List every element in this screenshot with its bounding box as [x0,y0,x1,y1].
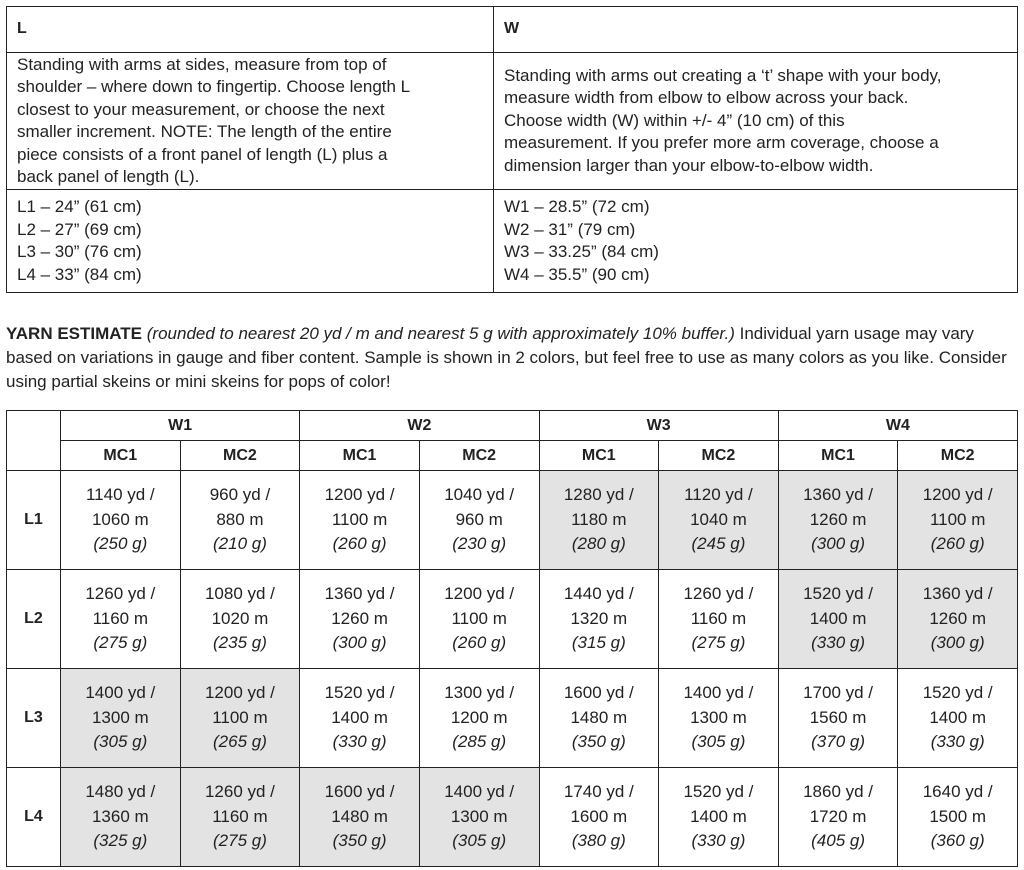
length-description [7,53,494,190]
yarn-amount-cell [778,669,898,768]
yarn-table-body [7,471,1018,867]
length-header: L [7,7,494,53]
length-row-label: L3 [7,669,61,768]
meters-value: 1400 m [690,806,747,826]
width-header-row [7,411,1018,441]
grams-value: (300 g) [930,633,985,653]
yards-value: 1400 yd / [85,683,156,703]
grams-value: (260 g) [930,534,985,554]
color-header: MC2 [898,441,1018,471]
yards-value: 1480 yd / [85,782,156,802]
yards-value: 1080 yd / [204,584,275,604]
meters-value: 1260 m [809,509,867,529]
yarn-estimate-heading: YARN ESTIMATE [6,324,143,343]
yards-value: 1640 yd / [922,782,993,802]
meters-value: 1060 m [91,509,149,529]
meters-value: 1300 m [450,806,508,826]
length-size-list [7,190,494,293]
grams-value: (330 g) [691,831,746,851]
yarn-amount-cell [61,768,181,867]
meters-value: 1720 m [809,806,867,826]
grams-value: (265 g) [213,732,267,752]
grams-value: (305 g) [93,732,148,752]
size-table [6,6,1018,293]
grams-value: (330 g) [930,732,985,752]
grams-value: (285 g) [452,732,507,752]
yards-value: 1520 yd / [803,584,874,604]
table-row [7,570,1018,669]
width-description [494,53,1018,190]
color-header: MC1 [778,441,898,471]
yards-value: 1360 yd / [324,584,395,604]
grams-value: (300 g) [332,633,387,653]
table-row [7,471,1018,570]
grams-value: (360 g) [930,831,985,851]
yarn-amount-cell [180,669,300,768]
length-row-label: L1 [7,471,61,570]
width-size-list [494,190,1018,293]
yarn-amount-cell [659,570,779,669]
width-size-item: W4 – 35.5” (90 cm) [504,264,650,284]
grams-value: (260 g) [332,534,387,554]
table-row [7,669,1018,768]
grams-value: (380 g) [571,831,626,851]
width-size-item: W3 – 33.25” (84 cm) [504,242,659,261]
yarn-amount-cell [300,768,420,867]
yards-value: 1600 yd / [563,683,634,703]
grams-value: (280 g) [571,534,626,554]
meters-value: 1400 m [929,707,987,727]
grams-value: (370 g) [811,732,865,752]
width-size-item: W2 – 31” (79 cm) [504,219,636,239]
meters-value: 1480 m [570,707,628,727]
yarn-amount-cell [180,471,300,570]
corner-cell [7,441,61,471]
yarn-estimate-body: Individual yarn usage may vary based on variations in gauge and fiber content. Sample is shown in 2 colors, but feel free to use as many colors as you like. Consider using partial skeins or mini skeins for pops of color! [6,324,1007,391]
yards-value: 1120 yd / [684,485,753,505]
width-description-line: dimension larger than your elbow-to-elbow width. [504,155,874,175]
yards-value: 1740 yd / [563,782,634,802]
color-header: MC1 [539,441,659,471]
length-description-line: smaller increment. NOTE: The length of the entire [17,122,392,141]
meters-value: 1560 m [809,707,867,727]
grams-value: (305 g) [452,831,507,851]
yarn-amount-cell [539,570,659,669]
yards-value: 1280 yd / [563,485,634,505]
grams-value: (210 g) [213,534,267,554]
yarn-amount-cell [419,570,539,669]
grams-value: (300 g) [811,534,865,554]
yarn-amount-cell [898,471,1018,570]
yards-value: 1200 yd / [324,485,395,505]
size-table-header-row [7,7,1018,53]
yarn-amount-cell [61,669,181,768]
width-header: W [494,7,1018,53]
yarn-amount-cell [898,570,1018,669]
grams-value: (325 g) [93,831,148,851]
grams-value: (315 g) [571,633,626,653]
grams-value: (330 g) [811,633,865,653]
meters-value: 1400 m [809,608,867,628]
yards-value: 1260 yd / [683,584,754,604]
yarn-amount-cell [778,768,898,867]
meters-value: 880 m [216,509,264,529]
meters-value: 1100 m [929,509,986,529]
yards-value: 1440 yd / [563,584,634,604]
yards-value: 1140 yd / [85,485,155,505]
yarn-amount-cell [300,669,420,768]
yarn-amount-cell [180,768,300,867]
meters-value: 1260 m [929,608,987,628]
yarn-amount-cell [659,669,779,768]
meters-value: 960 m [455,509,503,529]
yards-value: 1860 yd / [803,782,874,802]
meters-value: 1100 m [451,608,507,628]
meters-value: 1200 m [450,707,508,727]
length-description-line: closest to your measurement, or choose the next [17,99,385,119]
yarn-amount-cell [300,570,420,669]
length-description-line: piece consists of a front panel of length (L) plus a [17,144,388,164]
meters-value: 1180 m [571,509,627,529]
meters-value: 1160 m [690,608,747,628]
yarn-amount-cell [539,669,659,768]
yarn-amount-cell [300,471,420,570]
yards-value: 1200 yd / [444,584,515,604]
yarn-amount-cell [539,768,659,867]
meters-value: 1160 m [212,806,268,826]
length-size-item: L4 – 33” (84 cm) [17,264,142,284]
width-description-line: measurement. If you prefer more arm coverage, choose a [504,133,939,153]
yards-value: 1360 yd / [922,584,993,604]
yarn-amount-cell [61,570,181,669]
yarn-amount-cell [419,471,539,570]
yards-value: 1260 yd / [85,584,156,604]
width-description-line: measure width from elbow to elbow across your back. [504,88,909,108]
length-size-item: L3 – 30” (76 cm) [17,242,142,261]
meters-value: 1260 m [331,608,388,628]
grams-value: (405 g) [811,831,865,851]
length-row-label: L4 [7,768,61,867]
size-table-sizes-row [7,190,1018,293]
yarn-amount-cell [898,669,1018,768]
color-header: MC1 [300,441,420,471]
color-header: MC1 [61,441,181,471]
yards-value: 1360 yd / [803,485,874,505]
grams-value: (350 g) [571,732,626,752]
width-header: W1 [61,411,300,441]
grams-value: (275 g) [213,831,267,851]
grams-value: (245 g) [691,534,746,554]
width-size-item: W1 – 28.5” (72 cm) [504,197,650,216]
yarn-amount-cell [180,570,300,669]
yarn-amount-cell [898,768,1018,867]
length-size-item: L2 – 27” (69 cm) [17,219,142,239]
width-description-line: Standing with arms out creating a ‘t’ shape with your body, [504,65,942,85]
grams-value: (275 g) [93,633,148,653]
meters-value: 1500 m [929,806,987,826]
table-row [7,768,1018,867]
length-description-line: back panel of length (L). [17,167,200,186]
size-table-description-row [7,53,1018,190]
grams-value: (250 g) [93,534,148,554]
yards-value: 1040 yd / [444,485,515,505]
grams-value: (330 g) [332,732,387,752]
meters-value: 1300 m [690,707,747,727]
length-description-line: shoulder – where down to fingertip. Choose length L [17,77,411,96]
yards-value: 1200 yd / [922,485,993,505]
grams-value: (275 g) [691,633,746,653]
yarn-amount-cell [778,471,898,570]
yarn-estimate-paragraph [6,322,1016,394]
yarn-amount-cell [419,669,539,768]
length-description-line: Standing with arms at sides, measure from top of [17,54,387,74]
width-header: W3 [539,411,778,441]
yards-value: 960 yd / [209,485,271,505]
yarn-amount-cell [539,471,659,570]
yards-value: 1200 yd / [204,683,275,703]
meters-value: 1100 m [331,509,388,529]
meters-value: 1100 m [212,707,268,727]
length-row-label: L2 [7,570,61,669]
width-header: W4 [778,411,1017,441]
yarn-amount-cell [659,471,779,570]
yarn-amount-cell [659,768,779,867]
yarn-amount-cell [778,570,898,669]
yarn-amount-cell [419,768,539,867]
meters-value: 1160 m [92,608,149,628]
yards-value: 1400 yd / [683,683,754,703]
meters-value: 1040 m [690,509,747,529]
width-description-line: Choose width (W) within +/- 4” (10 cm) of this [504,110,845,130]
color-header-row [7,441,1018,471]
grams-value: (260 g) [452,633,507,653]
yards-value: 1520 yd / [324,683,395,703]
meters-value: 1480 m [331,806,388,826]
yards-value: 1260 yd / [204,782,275,802]
meters-value: 1400 m [331,707,388,727]
yarn-estimate-note: (rounded to nearest 20 yd / m and nearest 5 g with approximately 10% buffer.) [146,324,735,343]
yards-value: 1600 yd / [324,782,395,802]
color-header: MC2 [659,441,779,471]
yards-value: 1400 yd / [444,782,515,802]
meters-value: 1300 m [91,707,149,727]
yarn-amount-cell [61,471,181,570]
meters-value: 1360 m [91,806,149,826]
meters-value: 1320 m [570,608,628,628]
yards-value: 1520 yd / [922,683,993,703]
grams-value: (235 g) [213,633,267,653]
meters-value: 1600 m [570,806,628,826]
width-header: W2 [300,411,539,441]
length-size-item: L1 – 24” (61 cm) [17,197,142,216]
grams-value: (305 g) [691,732,746,752]
meters-value: 1020 m [211,608,269,628]
yards-value: 1300 yd / [444,683,515,703]
yards-value: 1700 yd / [803,683,874,703]
yards-value: 1520 yd / [683,782,754,802]
grams-value: (350 g) [332,831,387,851]
grams-value: (230 g) [452,534,507,554]
corner-cell [7,411,61,441]
color-header: MC2 [180,441,300,471]
yarn-table [6,410,1018,867]
color-header: MC2 [419,441,539,471]
